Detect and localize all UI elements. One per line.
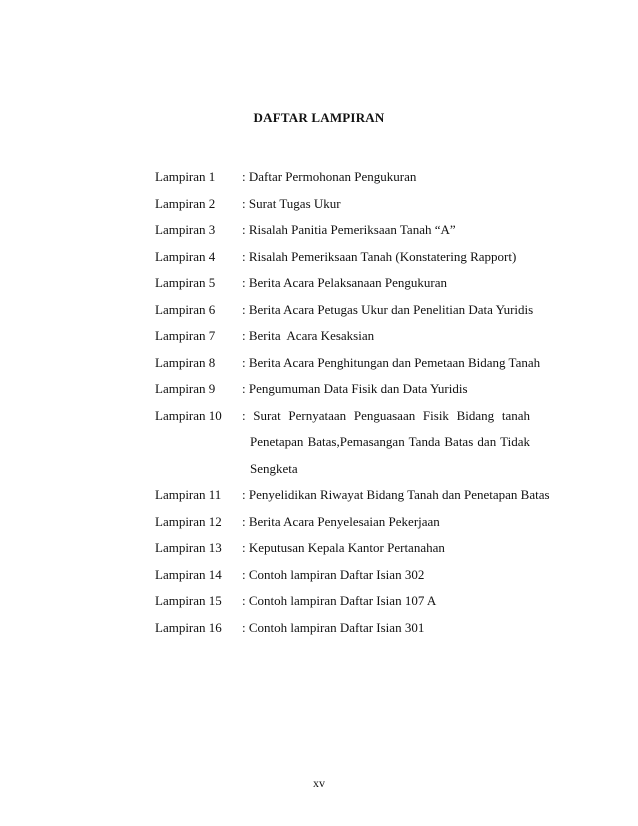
page-number: xv (313, 776, 325, 790)
list-item (155, 562, 530, 589)
item-label: Lampiran 6 (155, 301, 216, 317)
list-item (155, 588, 530, 615)
list-item (155, 323, 530, 350)
item-text: : Keputusan Kepala Kantor Pertanahan (242, 540, 445, 555)
item-text (242, 403, 530, 483)
list-item (155, 376, 530, 403)
item-text: : Daftar Permohonan Pengukuran (242, 169, 417, 184)
list-item (155, 191, 530, 218)
list-item (155, 482, 550, 509)
list-item (155, 244, 530, 271)
item-text: : Contoh lampiran Daftar Isian 107 A (242, 593, 437, 608)
list-item (155, 270, 530, 297)
item-label: Lampiran 15 (155, 593, 222, 608)
item-label: Lampiran 12 (155, 513, 222, 529)
page-title: DAFTAR LAMPIRAN (253, 110, 385, 125)
item-text-line: Penetapan Batas,Pemasangan Tanda Batas dan Tidak (250, 434, 530, 449)
item-label: Lampiran 8 (155, 354, 216, 370)
item-text-line: Sengketa (250, 460, 298, 476)
item-text: : Contoh lampiran Daftar Isian 302 (242, 566, 425, 582)
item-text: : Contoh lampiran Daftar Isian 301 (242, 619, 425, 635)
item-text: : Pengumuman Data Fisik dan Data Yuridis (242, 381, 468, 396)
item-text: : Berita Acara Pelaksanaan Pengukuran (242, 275, 448, 290)
item-text: : Surat Tugas Ukur (242, 195, 341, 211)
list-item (155, 350, 541, 377)
list-item (155, 535, 530, 562)
item-text: : Risalah Panitia Pemeriksaan Tanah “A” (242, 222, 456, 237)
item-label: Lampiran 9 (155, 381, 216, 396)
item-text: : Berita Acara Penghitungan dan Pemetaan Bidang Tanah (242, 354, 541, 370)
item-label: Lampiran 1 (155, 169, 216, 184)
item-text-line: : Surat Pernyataan Penguasaan Fisik Bidang tanah (242, 407, 530, 423)
item-label: Lampiran 5 (155, 275, 216, 290)
item-text: : Berita Acara Petugas Ukur dan Penelitian Data Yuridis (242, 301, 534, 317)
list-item (155, 164, 530, 191)
list-item (155, 217, 530, 244)
item-label: Lampiran 2 (155, 195, 216, 211)
item-label: Lampiran 3 (155, 222, 216, 237)
item-label: Lampiran 4 (155, 248, 216, 264)
item-label: Lampiran 11 (155, 487, 222, 502)
item-label: Lampiran 14 (155, 566, 222, 582)
list-item (155, 615, 530, 642)
item-label: Lampiran 16 (155, 619, 222, 635)
item-text: : Berita Acara Penyelesaian Pekerjaan (242, 513, 440, 529)
attachment-list (155, 164, 550, 641)
item-text: : Penyelidikan Riwayat Bidang Tanah dan Penetapan Batas (242, 487, 550, 502)
item-text: : Risalah Pemeriksaan Tanah (Konstatering Rapport) (242, 248, 517, 264)
list-item (155, 403, 530, 483)
list-item (155, 509, 530, 536)
item-label: Lampiran 7 (155, 328, 216, 343)
item-label: Lampiran 10 (155, 407, 222, 423)
item-text: : Berita Acara Kesaksian (242, 328, 375, 343)
item-label: Lampiran 13 (155, 540, 222, 555)
list-item (155, 297, 534, 324)
